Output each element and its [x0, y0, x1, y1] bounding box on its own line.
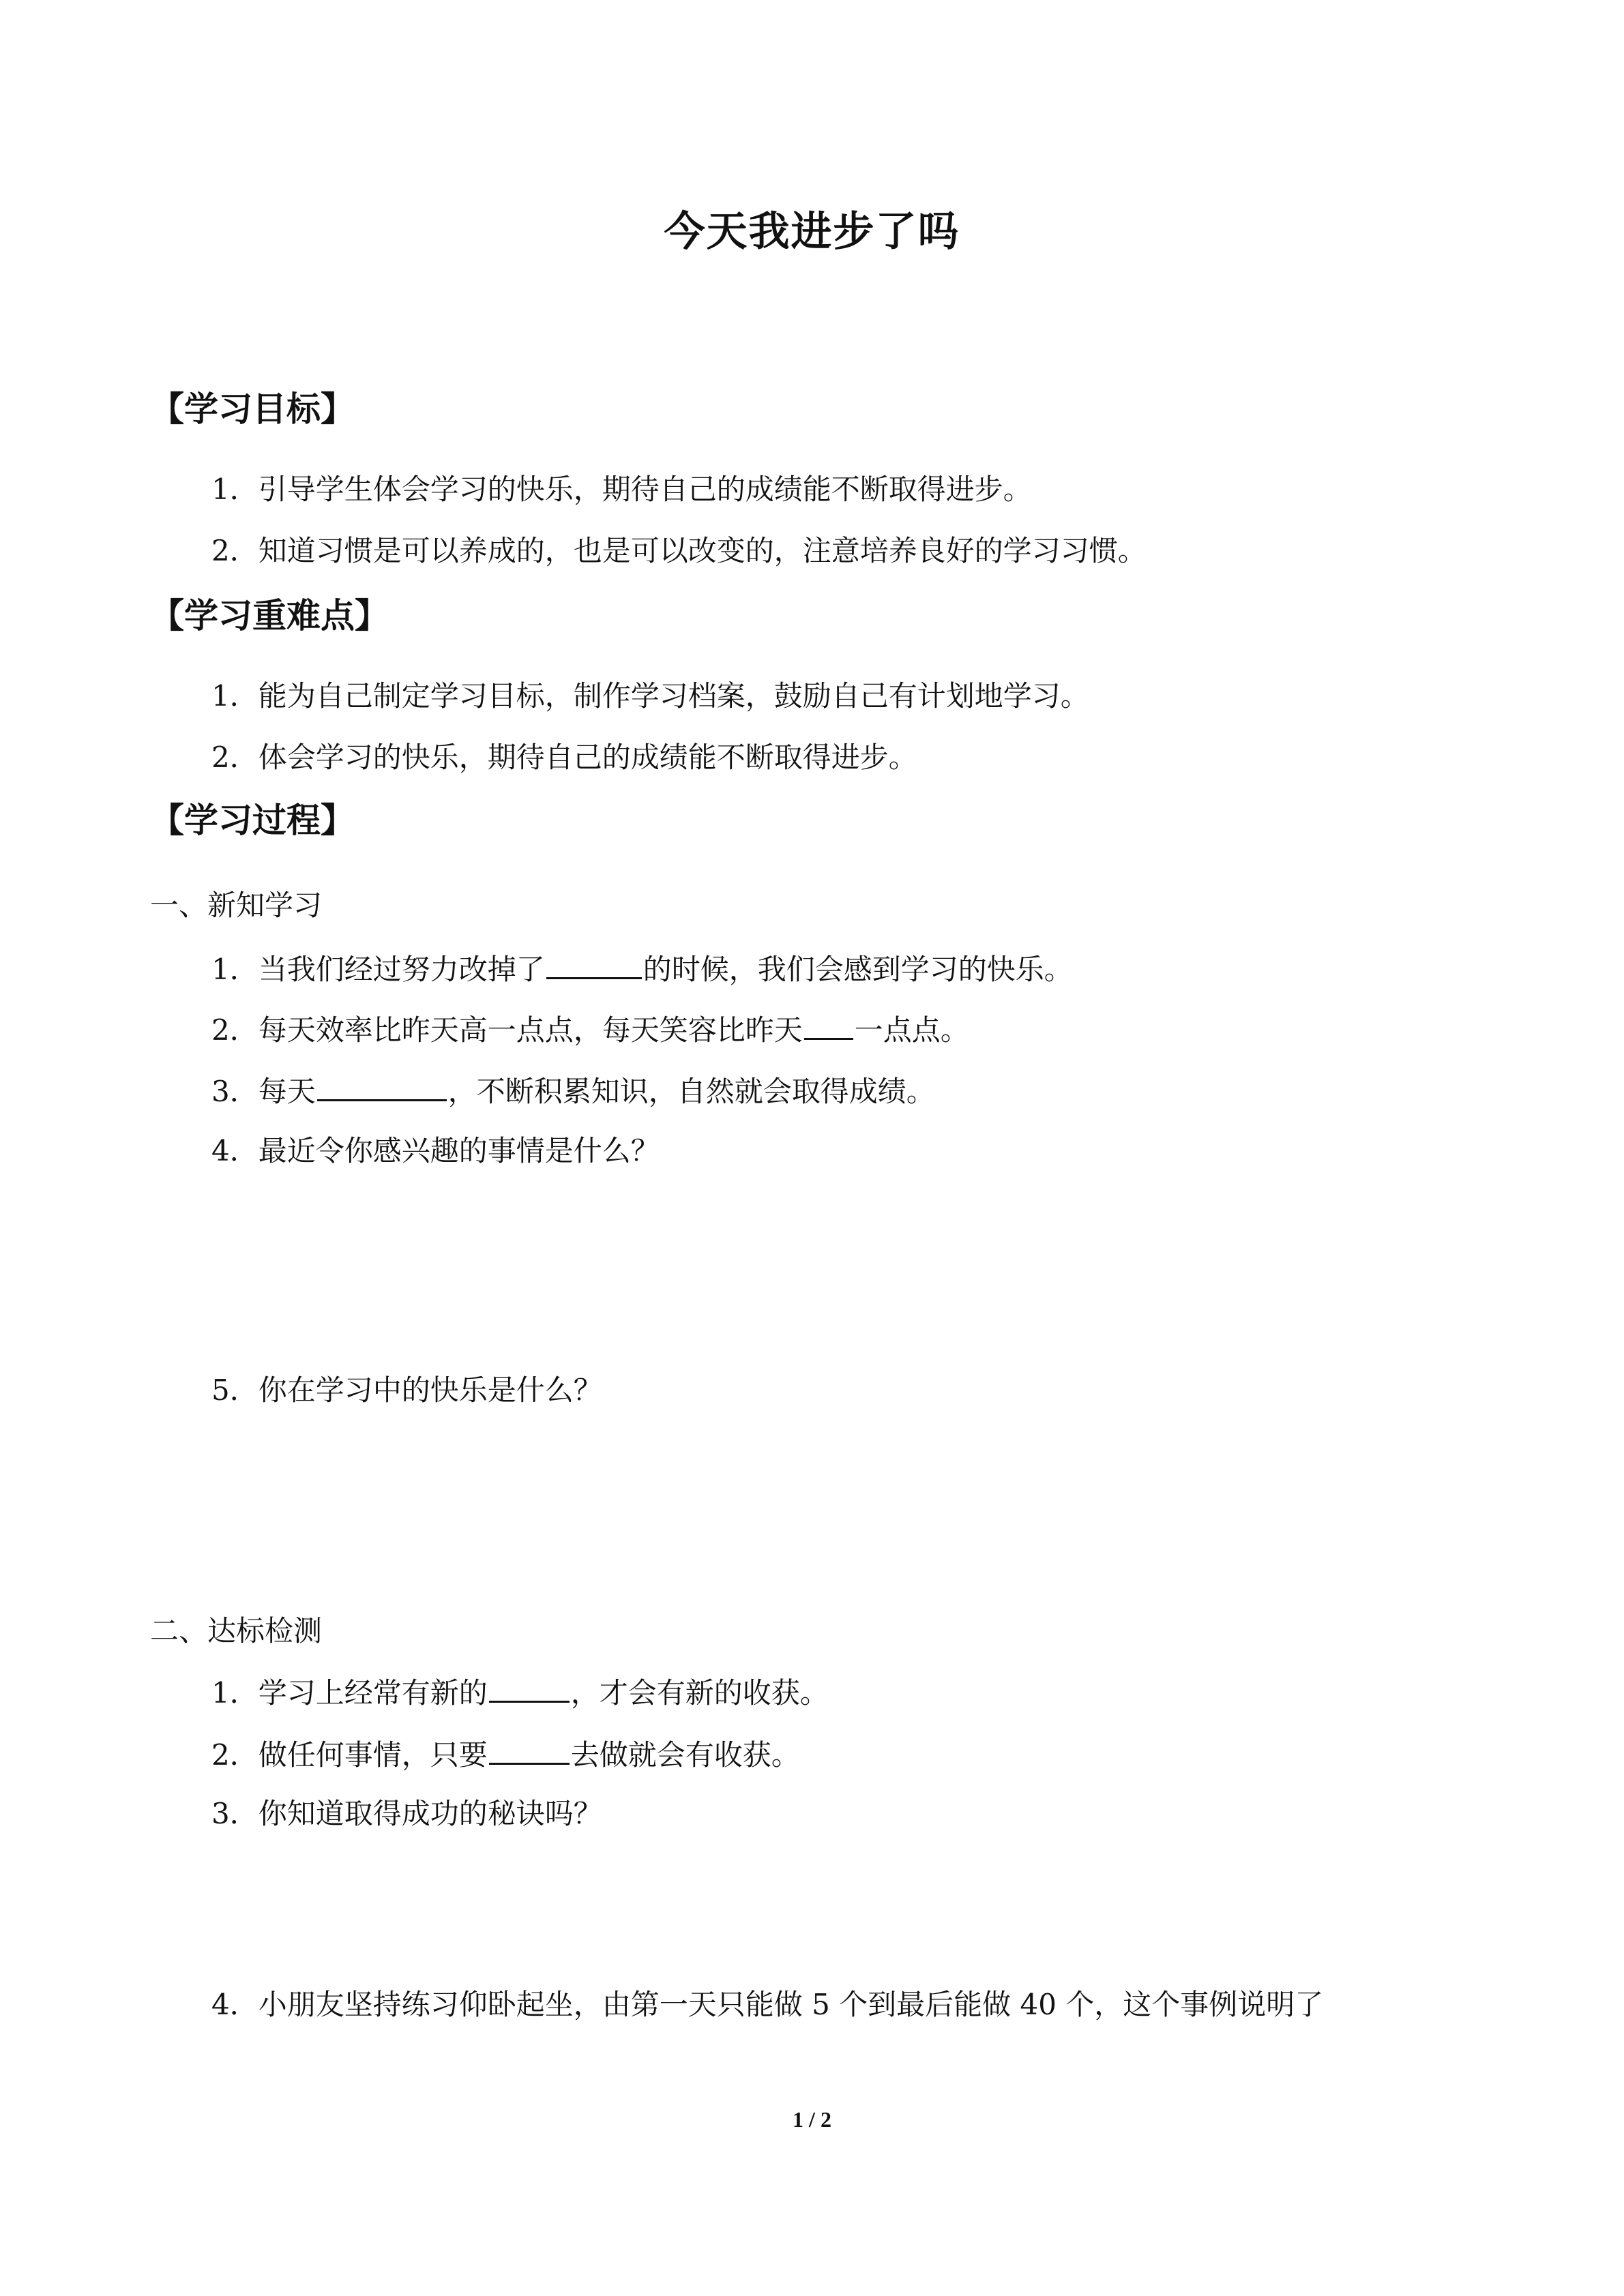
section-heading-process: 【学习过程】 [150, 801, 355, 840]
item-number: 2． [211, 1738, 259, 1772]
question-2-3 [211, 1793, 602, 1834]
question-2-4 [211, 1984, 1323, 2025]
item-text: 引导学生体会学习的快乐，期待自己的成绩能不断取得进步。 [258, 473, 1032, 506]
goal-item-1 [211, 469, 1032, 510]
question-text-before: 每天效率比昨天高一点点，每天笑容比昨天 [258, 1013, 803, 1047]
part-label-assessment: 二、达标检测 [150, 1614, 323, 1648]
question-1-3 [211, 1069, 935, 1112]
item-number: 2． [211, 534, 259, 567]
answer-blank[interactable] [489, 1671, 570, 1703]
question-text-after: 的时候，我们会感到学习的快乐。 [643, 953, 1073, 986]
answer-blank[interactable] [804, 1008, 853, 1040]
item-number: 4． [211, 1988, 259, 2021]
item-text: 知道习惯是可以养成的，也是可以改变的，注意培养良好的学习习惯。 [258, 534, 1147, 567]
item-number: 1． [211, 1676, 259, 1710]
question-2-2 [211, 1733, 800, 1776]
question-text: 小朋友坚持练习仰卧起坐，由第一天只能做 5 个到最后能做 40 个，这个事例说明了 [258, 1988, 1324, 2021]
question-text: 最近令你感兴趣的事情是什么？ [258, 1134, 660, 1167]
key-point-item-1 [211, 676, 1089, 717]
item-number: 1． [211, 953, 259, 986]
goal-item-2 [211, 531, 1147, 571]
section-heading-goals: 【学习目标】 [150, 389, 355, 429]
question-text-after: 一点点。 [854, 1013, 969, 1047]
document-title: 今天我进步了吗 [664, 208, 960, 256]
answer-blank[interactable] [546, 947, 642, 979]
question-text-after: 去做就会有收获。 [570, 1738, 800, 1772]
answer-blank[interactable] [317, 1069, 447, 1101]
item-number: 4． [211, 1134, 259, 1167]
item-text: 体会学习的快乐，期待自己的成绩能不断取得进步。 [258, 741, 917, 774]
item-number: 2． [211, 741, 259, 774]
question-text-before: 每天 [258, 1075, 316, 1108]
item-number: 1． [211, 679, 259, 713]
question-1-4 [211, 1131, 660, 1172]
item-number: 3． [211, 1797, 259, 1830]
part-label-new-knowledge: 一、新知学习 [150, 889, 323, 922]
answer-blank[interactable] [489, 1733, 570, 1765]
question-text-before: 当我们经过努力改掉了 [258, 953, 545, 986]
key-point-item-2 [211, 737, 917, 778]
item-number: 5． [211, 1373, 259, 1407]
question-1-5 [211, 1370, 602, 1411]
page-number: 1 / 2 [793, 2107, 831, 2132]
question-1-2 [211, 1008, 969, 1051]
question-text-before: 学习上经常有新的 [258, 1676, 488, 1710]
question-text-after: ，才会有新的收获。 [570, 1676, 829, 1710]
item-number: 3． [211, 1075, 259, 1108]
question-2-1 [211, 1671, 829, 1714]
section-heading-key-points: 【学习重难点】 [150, 596, 389, 636]
question-text-after: ，不断积累知识，自然就会取得成绩。 [447, 1075, 935, 1108]
item-number: 1． [211, 473, 259, 506]
question-text: 你知道取得成功的秘诀吗？ [258, 1797, 602, 1830]
question-1-1 [211, 947, 1073, 990]
question-text: 你在学习中的快乐是什么？ [258, 1373, 602, 1407]
question-text-before: 做任何事情，只要 [258, 1738, 488, 1772]
item-text: 能为自己制定学习目标，制作学习档案，鼓励自己有计划地学习。 [258, 679, 1089, 713]
item-number: 2． [211, 1013, 259, 1047]
